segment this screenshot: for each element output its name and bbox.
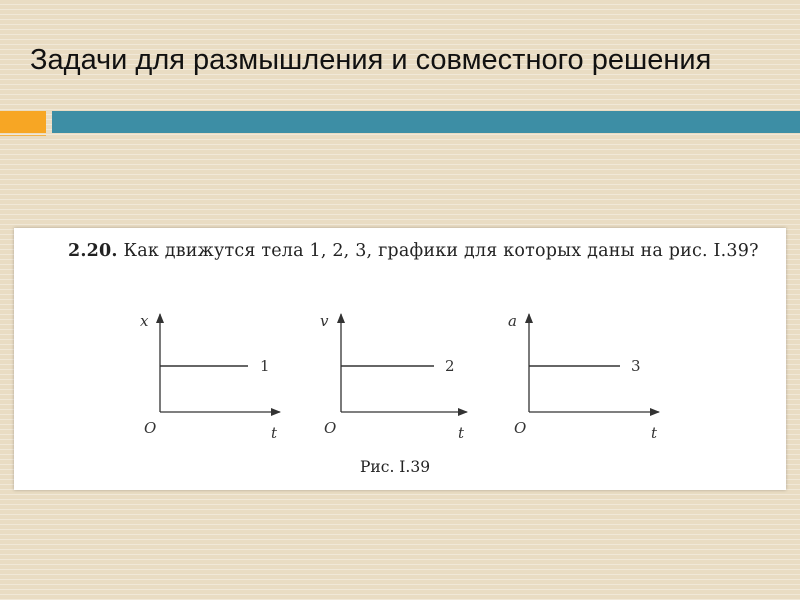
graph-1-y-label: x (140, 312, 149, 330)
graph-3-x-label: t (651, 424, 658, 442)
graph-1-origin-label: O (144, 419, 157, 437)
graph-1 (140, 312, 280, 442)
graph-3-line-label: 3 (631, 357, 641, 375)
figure-graphs (14, 228, 786, 490)
problem-text: Как движутся тела 1, 2, 3, графики для которых даны на рис. I.39? (123, 241, 759, 261)
graph-2-origin-label: O (324, 419, 337, 437)
graph-2 (320, 312, 467, 442)
graph-2-line-label: 2 (445, 357, 455, 375)
graph-1-line-label: 1 (260, 357, 270, 375)
graph-3-origin-label: O (514, 419, 527, 437)
graph-1-x-label: t (271, 424, 278, 442)
accent-bar-orange (0, 111, 46, 133)
accent-line-orange (0, 135, 46, 136)
graph-3 (508, 312, 659, 442)
slide-title: Задачи для размышления и совместного решения (30, 44, 712, 76)
graph-2-y-label: v (320, 312, 329, 330)
graph-2-x-label: t (458, 424, 465, 442)
accent-bar-teal (52, 111, 800, 133)
figure-caption: Рис. I.39 (360, 458, 431, 476)
problem-card (14, 228, 786, 490)
problem-number: 2.20. (68, 241, 118, 261)
graph-3-y-label: a (508, 312, 517, 330)
